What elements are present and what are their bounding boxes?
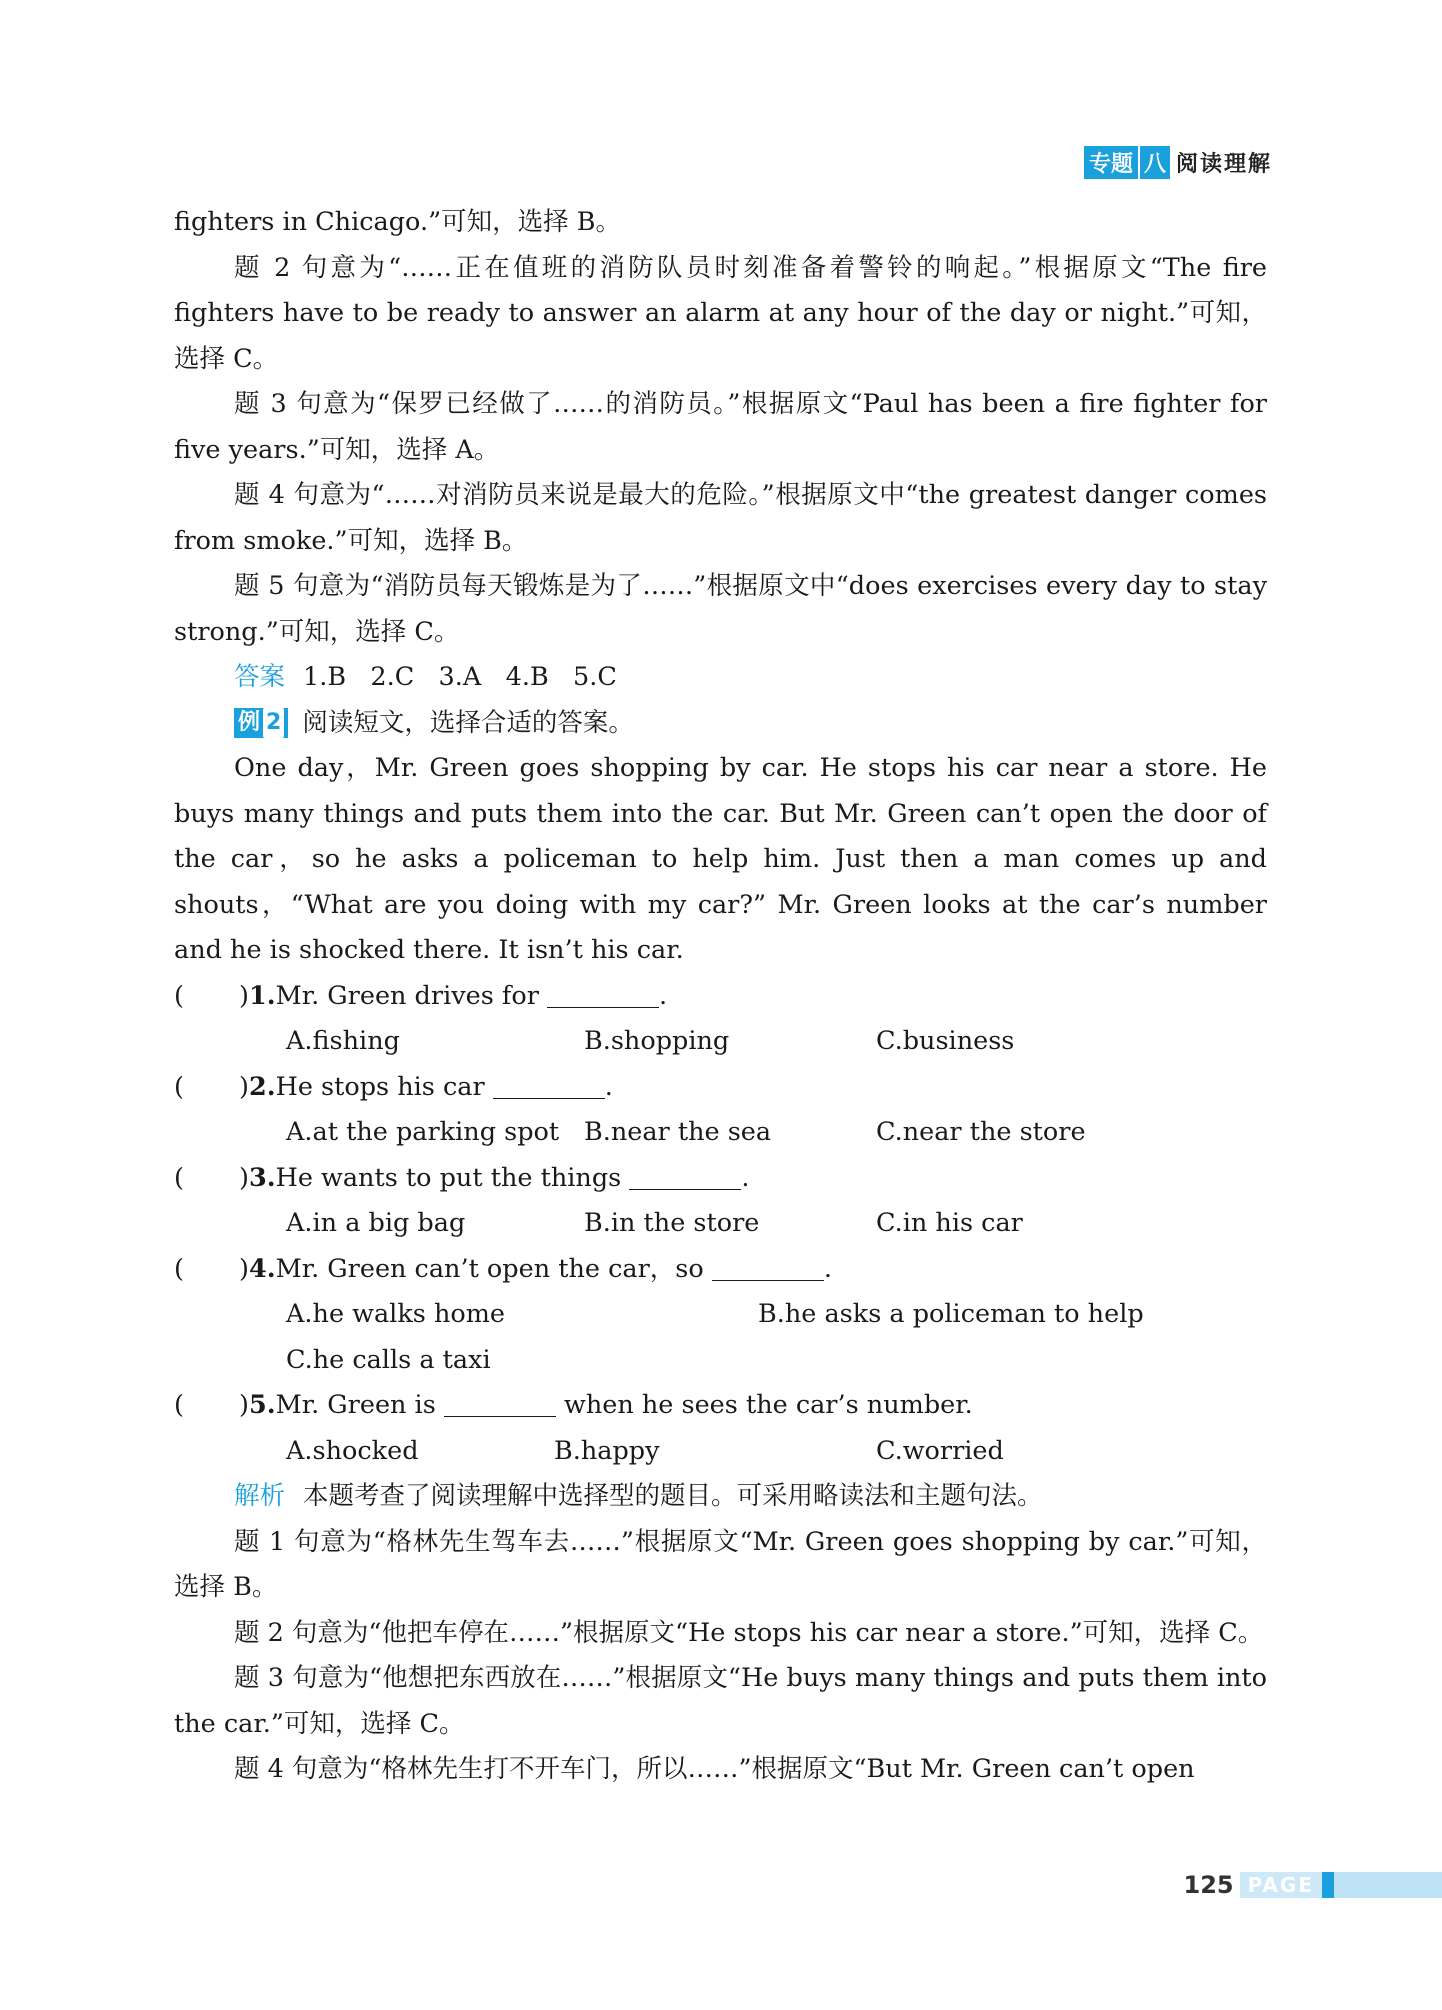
option-b: B.near the sea (584, 1117, 772, 1147)
options-2 (174, 1110, 1267, 1156)
answer-paren-open: ( (174, 1071, 184, 1102)
analysis-intro (174, 1474, 1267, 1520)
option-b: B.shopping (584, 1026, 730, 1056)
explanation-q3: 题 3 句意为“保罗已经做了……的消防员。”根据原文“Paul has been a fire fighter for five years.”可知，选择 A。 (174, 389, 1267, 465)
answer-blank (712, 1254, 824, 1281)
answer-paren-open: ( (174, 980, 184, 1011)
analysis-q4: 题 4 句意为“格林先生打不开车门，所以……”根据原文“But Mr. Green can’t open (234, 1754, 1195, 1784)
question-text: 4.Mr. Green can’t open the car，so . (248, 1253, 832, 1284)
answer-blank (547, 981, 659, 1008)
analysis-intro-text: 本题考查了阅读理解中选择型的题目。可采用略读法和主题句法。 (303, 1481, 1043, 1511)
option-c: C.near the store (876, 1117, 1086, 1147)
options-3 (174, 1201, 1267, 1247)
question-3 (174, 1156, 1267, 1202)
page-number: 125 (1183, 1871, 1234, 1899)
option-c: C.worried (876, 1435, 1004, 1466)
option-a: A.he walks home (286, 1299, 506, 1329)
answer-label: 答案 (234, 662, 286, 692)
options-1 (174, 1019, 1267, 1065)
explanation-q5: 题 5 句意为“消防员每天锻炼是为了……”根据原文中“does exercises every day to stay strong.”可知，选择 C。 (174, 571, 1267, 647)
answer-blank (444, 1390, 556, 1417)
section-number: 八 (1140, 146, 1170, 179)
answer-blank (629, 1163, 741, 1190)
section-tag: 专题 (1084, 146, 1138, 179)
answer-paren-open: ( (174, 1390, 184, 1420)
answer-paren-close: ) (239, 1253, 249, 1284)
explanation-q2: 题 2 句意为“……正在值班的消防队员时刻准备着警铃的响起。”根据原文“The fire fighters have to be ready to answer an alarm at any hour of the day or night.”可知，选择 C。 (174, 252, 1267, 374)
question-text: 3.He wants to put the things . (248, 1162, 750, 1193)
explanation-q4: 题 4 句意为“……对消防员来说是最大的危险。”根据原文中“the greatest danger comes from smoke.”可知，选择 B。 (174, 480, 1267, 556)
option-b: B.he asks a policeman to help (758, 1299, 1144, 1329)
question-1 (174, 974, 1267, 1020)
option-a: A.at the parking spot (286, 1117, 560, 1147)
page-accent-bar (1334, 1872, 1442, 1898)
section-header (1084, 146, 1272, 179)
page-accent-mark (1322, 1872, 1334, 1898)
page-content (174, 200, 1267, 1793)
continued-line: fighters in Chicago.”可知，选择 B。 (174, 207, 621, 237)
option-c: C.in his car (876, 1208, 1023, 1238)
answer-paren-close: ) (239, 980, 249, 1011)
example-instruction: 阅读短文，选择合适的答案。 (302, 707, 634, 738)
options-4-row1 (174, 1292, 1267, 1338)
answer-paren-open: ( (174, 1253, 184, 1284)
option-b: B.in the store (584, 1208, 760, 1238)
analysis-q1: 题 1 句意为“格林先生驾车去……”根据原文“Mr. Green goes shopping by car.”可知，选择 B。 (174, 1526, 1267, 1602)
option-a: A.in a big bag (286, 1208, 466, 1238)
question-4 (174, 1247, 1267, 1293)
example-heading (174, 701, 1267, 747)
question-text: 1.Mr. Green drives for . (248, 980, 668, 1011)
analysis-q2: 题 2 句意为“他把车停在……”根据原文“He stops his car near a store.”可知，选择 C。 (234, 1617, 1264, 1648)
answer-blank (493, 1072, 605, 1099)
example-number: 2 (263, 708, 284, 738)
option-a: A.shocked (286, 1435, 419, 1466)
option-c: C.he calls a taxi (286, 1344, 491, 1375)
question-5 (174, 1383, 1267, 1429)
options-4-row2 (174, 1338, 1267, 1384)
question-text: 5.Mr. Green is when he sees the car’s number. (248, 1390, 973, 1420)
answer-paren-close: ) (239, 1390, 249, 1420)
question-2 (174, 1065, 1267, 1111)
answer-text: 1.B 2.C 3.A 4.B 5.C (303, 662, 617, 692)
page-footer (1184, 1872, 1442, 1898)
reading-passage: One day，Mr. Green goes shopping by car. He stops his car near a store. He buys many things and puts them into the car. But Mr. Green can’t open the door of the car，so he asks a policeman to help him. Just then a man comes up and shouts，“What are you doing with my car?” Mr. Green looks at the car’s number and he is shocked there. It isn’t his car. (174, 753, 1267, 965)
option-a: A.fishing (286, 1026, 400, 1056)
analysis-q3: 题 3 句意为“他想把东西放在……”根据原文“He buys many things and puts them into the car.”可知，选择 C。 (174, 1663, 1267, 1739)
option-c: C.business (876, 1026, 1015, 1056)
page-word: PAGE (1240, 1872, 1322, 1898)
section-title: 阅读理解 (1175, 152, 1272, 177)
answer-paren-close: ) (239, 1162, 249, 1193)
example-badge: 例 2 (234, 708, 288, 738)
answer-paren-close: ) (239, 1071, 249, 1102)
options-5 (174, 1429, 1267, 1475)
answer-line (174, 655, 1267, 701)
answer-paren-open: ( (174, 1162, 184, 1193)
analysis-label: 解析 (234, 1481, 286, 1511)
question-text: 2.He stops his car . (248, 1071, 613, 1102)
option-b: B.happy (554, 1435, 660, 1466)
